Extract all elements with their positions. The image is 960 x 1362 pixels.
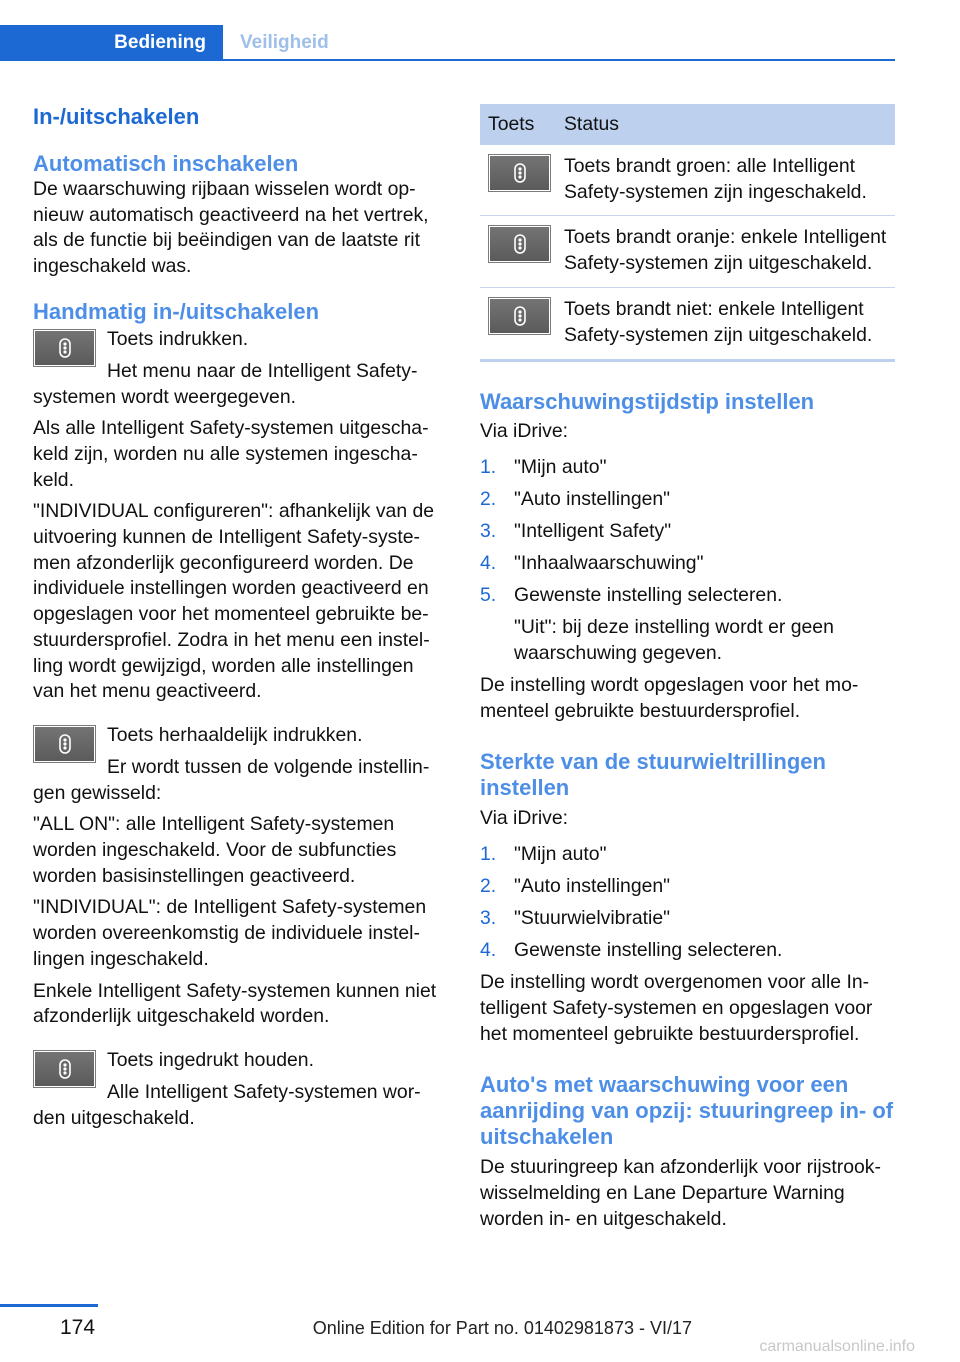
via-idrive-1: Via iDrive:	[480, 420, 569, 443]
key-block-press	[33, 327, 446, 379]
list-item: 4. "Inhaalwaarschuwing"	[480, 552, 704, 575]
section-title: In-/uitschakelen	[33, 104, 200, 129]
edition-note: Online Edition for Part no. 01402981873 - VI/17	[312, 1318, 692, 1338]
heading-stuuringreep: Auto's met waarschuwing voor een aanrijding van opzij: stuuringreep in- of uitschakelen	[480, 1072, 894, 1150]
key1-line1: Toets indrukken.	[107, 327, 249, 350]
heading-handmatig: Handmatig in-/uitschakelen	[33, 298, 320, 324]
paragraph-auto-inschakelen: De waarschuwing rijbaan wisselen wordt opnieuw automatisch geactiveerd na het vertrek, als de functie bij beëindigen van de laatste rit ingeschakeld was.	[33, 178, 429, 278]
status-table	[480, 104, 895, 362]
safety-button-off-icon	[488, 297, 551, 335]
via-idrive-2: Via iDrive:	[480, 807, 569, 830]
list-item: 2. "Auto instellingen"	[480, 875, 671, 897]
header-divider	[0, 59, 895, 61]
page-number: 174	[60, 1316, 96, 1339]
key3-line1: Toets ingedrukt houden.	[107, 1048, 314, 1071]
key-block-hold	[33, 1048, 446, 1100]
steps-stuurwieltrillingen	[480, 842, 895, 964]
heading-waarschuwingstijdstip: Waarschuwingstijdstip instellen	[480, 389, 815, 415]
footer-divider	[0, 1304, 98, 1307]
table-cell-status: Toets brandt niet: enkele Intelligent Safety-systemen zijn uitgeschakeld.	[563, 287, 895, 360]
list-item: 4. Gewenste instelling selecteren.	[480, 939, 783, 962]
paragraph-all-on: "ALL ON": alle Intelligent Safety-systemen worden ingeschakeld. Voor de subfuncties worden basisinstellingen geactiveerd.	[33, 813, 397, 887]
key1-line2: Het menu naar de Intelligent Safety-systemen wordt weergegeven.	[33, 359, 418, 408]
key2-line1: Toets herhaaldelijk indrukken.	[107, 723, 363, 746]
table-header-key: Toets	[480, 104, 563, 145]
list-item: 2. "Auto instellingen"	[480, 488, 671, 511]
table-cell-status: Toets brandt oranje: enkele Intelligent Safety-systemen zijn uitgeschakeld.	[563, 216, 895, 287]
paragraph-individual: "INDIVIDUAL": de Intelligent Safety-systemen worden overeenkomstig de individuele instellingen ingeschakeld.	[33, 896, 427, 970]
table-cell-status: Toets brandt groen: alle Intelligent Safety-systemen zijn ingeschakeld.	[563, 145, 895, 216]
header-tabbar	[0, 25, 895, 61]
safety-button-icon	[33, 329, 96, 367]
paragraph-overgenomen: De instelling wordt overgenomen voor alle Intelligent Safety-systemen en opgeslagen voor het momenteel gebruikte bestuurdersprofiel.	[480, 971, 873, 1045]
table-row	[480, 287, 895, 360]
paragraph-not-separately: Enkele Intelligent Safety-systemen kunnen niet afzonderlijk uitgeschakeld worden.	[33, 979, 437, 1028]
list-item: 1. "Mijn auto"	[480, 455, 607, 478]
left-column	[33, 100, 446, 1137]
watermark-text: carmanualsonline.info	[759, 1338, 915, 1355]
heading-auto-inschakelen: Automatisch inschakelen	[33, 151, 299, 176]
key3-line2: Alle Intelligent Safety-systemen worden uitgeschakeld.	[33, 1080, 421, 1129]
tab-veiligheid[interactable]: Veiligheid	[240, 32, 329, 53]
tab-bediening[interactable]: Bediening	[0, 25, 223, 61]
paragraph-individual-config: "INDIVIDUAL configureren": afhankelijk van de uitvoering kunnen de Intelligent Safety-systemen afzonderlijk geconfigureerd worden. De individuele instellingen worden geactiveerd en opgeslagen voor het momenteel gebruikte bestuurdersprofiel. Zodra in het menu een instelling wordt gewijzigd, worden alle instellingen van het menu geactiveerd.	[33, 500, 435, 703]
paragraph-stuuringreep: De stuuringreep kan afzonderlijk voor rijstrookwisselmelding en Lane Departure Warning worden in- en uitgeschakeld.	[480, 1156, 881, 1230]
safety-button-icon	[33, 1050, 96, 1088]
paragraph-opgeslagen: De instelling wordt opgeslagen voor het momenteel gebruikte bestuurdersprofiel.	[480, 673, 859, 722]
steps-waarschuwingstijdstip	[480, 455, 895, 666]
key2-line2: Er wordt tussen de volgende instellingen gewisseld:	[33, 755, 430, 804]
list-item: 3. "Intelligent Safety"	[480, 520, 672, 543]
paragraph-all-off: Als alle Intelligent Safety-systemen uitgeschakeld zijn, worden nu alle systemen ingeschakeld.	[33, 417, 429, 491]
list-item: 1. "Mijn auto"	[480, 842, 607, 865]
right-column	[480, 103, 895, 1239]
safety-button-orange-icon	[488, 225, 551, 263]
key-block-repeat	[33, 723, 446, 775]
safety-button-icon	[33, 725, 96, 763]
list-item: 5. Gewenste instelling selecteren. "Uit": bij deze instelling wordt er geen waarschuwing gegeven.	[480, 584, 834, 664]
table-row	[480, 216, 895, 287]
safety-button-green-icon	[488, 154, 551, 192]
table-header-status: Status	[563, 104, 895, 145]
heading-stuurwieltrillingen: Sterkte van de stuurwieltrillingen instellen	[480, 749, 826, 801]
list-item: 3. "Stuurwielvibratie"	[480, 907, 671, 930]
table-row	[480, 145, 895, 216]
